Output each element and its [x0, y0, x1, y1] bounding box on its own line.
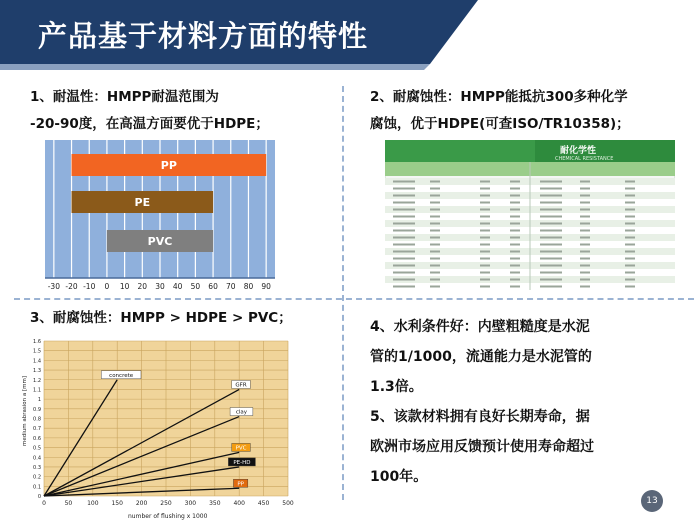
chem-table-cell [540, 195, 562, 197]
chem-table-cell [393, 258, 415, 260]
chem-table-cell [625, 181, 635, 183]
temperature-line-2: -20-90度，在高温方面要优于HDPE； [30, 116, 269, 132]
vertical-divider [342, 86, 344, 500]
chem-table-cell [393, 188, 415, 190]
chem-table-cell [430, 209, 440, 211]
temp-tick-label: 20 [137, 282, 148, 291]
abrasion-y-tick: 1.6 [33, 339, 41, 345]
chem-table-title: 耐化学性 [560, 146, 597, 156]
chem-table-cell [625, 272, 635, 274]
chem-table-cell [480, 251, 490, 253]
chem-table-cell [625, 279, 635, 281]
lifespan-line-1: 5、该款材料拥有良好长期寿命，据 [370, 409, 590, 425]
chem-table-cell [393, 265, 415, 267]
chem-table-cell [480, 230, 490, 232]
chem-table-cell [580, 195, 590, 197]
abrasion-series-label: PE-HD [233, 459, 251, 466]
chem-table-cell [540, 223, 562, 225]
chem-table-cell [430, 286, 440, 288]
chem-table-cell [510, 223, 520, 225]
chem-table-cell [510, 251, 520, 253]
chem-table-cell [393, 216, 415, 218]
chem-table-cell [430, 195, 440, 197]
abrasion-series-label: concrete [109, 372, 134, 379]
temperature-line-1: 1、耐温性：HMPP耐温范围为 [30, 89, 219, 105]
chem-table-cell [393, 195, 415, 197]
chem-table-cell [430, 188, 440, 190]
chem-table-cell [430, 237, 440, 239]
temp-tick-label: 30 [155, 282, 165, 291]
chem-table-cell [540, 244, 562, 246]
chem-table-cell [480, 202, 490, 204]
lifespan-line-3: 100年。 [370, 469, 428, 485]
chem-table-cell [510, 237, 520, 239]
chem-table-cell [430, 251, 440, 253]
abrasion-resistance-text [30, 305, 335, 332]
abrasion-y-tick: 0.4 [33, 455, 41, 462]
abrasion-x-tick: 500 [282, 500, 294, 507]
chem-table-cell [625, 202, 635, 204]
chem-table-cell [540, 237, 562, 239]
temp-tick-label: 70 [225, 282, 236, 291]
chem-table-cell [540, 181, 562, 183]
chem-table-cell [625, 265, 635, 267]
abrasion-x-label: number of flushing x 1000 [128, 513, 208, 520]
chem-table-cell [625, 230, 635, 232]
chem-table-cell [625, 209, 635, 211]
chem-table-cell [625, 223, 635, 225]
chem-table-cell [540, 216, 562, 218]
abrasion-series-label: clay [235, 409, 248, 416]
chem-table-cell [580, 265, 590, 267]
chem-table-cell [480, 265, 490, 267]
abrasion-x-tick: 200 [135, 500, 148, 507]
chem-table-cell [625, 237, 635, 239]
chem-table-cell [540, 251, 562, 253]
chem-table-cell [510, 216, 520, 218]
temp-tick-label: 80 [243, 282, 254, 291]
chem-table-cell [510, 181, 520, 183]
chem-table-cell [480, 188, 490, 190]
chem-table-cell [480, 272, 490, 274]
chem-table-cell [540, 286, 562, 288]
chem-table-cell [510, 195, 520, 197]
chem-table-cell [625, 195, 635, 197]
abrasion-y-tick: 1 [37, 397, 41, 404]
abrasion-y-tick: 0.7 [33, 426, 41, 433]
chem-table-cell [510, 209, 520, 211]
chem-table-cell [480, 223, 490, 225]
temp-tick-label: 10 [119, 282, 130, 291]
chem-table-cell [393, 251, 415, 253]
chem-table-cell [480, 279, 490, 281]
abrasion-y-label: medium abrasion a [mm] [22, 376, 28, 446]
chem-table-cell [480, 181, 490, 183]
chem-table-cell [510, 279, 520, 281]
chem-table-cell [510, 244, 520, 246]
chem-table-header-left [385, 140, 535, 162]
temp-tick-label: -20 [65, 282, 78, 291]
chem-table-cell [580, 181, 590, 183]
abrasion-series-label: GFR [235, 382, 247, 389]
chem-table-cell [430, 272, 440, 274]
chem-table-cell [480, 258, 490, 260]
abrasion-line-1: 3、耐腐蚀性：HMPP > HDPE > PVC； [30, 310, 292, 326]
abrasion-x-tick: 350 [209, 500, 221, 507]
chem-table-cell [430, 258, 440, 260]
abrasion-y-tick: 0 [37, 494, 41, 500]
chem-table-cell [480, 244, 490, 246]
chem-table-cell [430, 279, 440, 281]
chem-table-cell [625, 286, 635, 288]
temp-tick-label: 60 [208, 282, 218, 291]
chem-table-cell [540, 279, 562, 281]
temperature-range-chart [45, 140, 275, 292]
chem-table-cell [430, 216, 440, 218]
chem-table-cell [580, 202, 590, 204]
chem-table-cell [580, 258, 590, 260]
chem-table-cell [393, 244, 415, 246]
chem-table-cell [393, 286, 415, 288]
abrasion-x-tick: 450 [257, 500, 270, 507]
chemical-resistance-table [385, 140, 675, 290]
chem-table-cell [510, 258, 520, 260]
hydraulic-and-lifespan-text [370, 312, 675, 492]
horizontal-divider [14, 298, 694, 300]
page-title: 产品基于材料方面的特性 [38, 19, 369, 53]
chem-table-cell [625, 244, 635, 246]
abrasion-x-tick: 150 [111, 500, 123, 507]
chem-table-cell [480, 286, 490, 288]
chem-table-cell [540, 272, 562, 274]
abrasion-y-tick: 1.2 [33, 377, 41, 384]
abrasion-y-tick: 0.9 [33, 406, 41, 413]
temp-bar-label: PP [160, 159, 177, 172]
hydraulic-line-1: 4、水利条件好：内壁粗糙度是水泥 [370, 319, 590, 335]
chem-table-subtitle: CHEMICAL RESISTANCE [555, 156, 614, 162]
chem-table-cell [393, 230, 415, 232]
chem-table-cell [430, 202, 440, 204]
temp-chart-ticks [45, 278, 275, 291]
chemical-resistance-text [370, 84, 690, 138]
chem-table-cell [480, 237, 490, 239]
hydraulic-line-2: 管的1/1000，流通能力是水泥管的 [370, 349, 592, 365]
temp-tick-label: -10 [83, 282, 96, 291]
chem-table-cell [540, 188, 562, 190]
abrasion-y-tick: 1.3 [33, 368, 41, 375]
temp-tick-label: 0 [104, 282, 110, 291]
temp-tick-label: 50 [190, 282, 201, 291]
abrasion-y-tick: 0.1 [33, 484, 41, 491]
temp-tick-label: 40 [172, 282, 183, 291]
abrasion-x-tick: 300 [184, 500, 197, 507]
chem-table-cell [580, 230, 590, 232]
chemical-line-1: 2、耐腐蚀性：HMPP能抵抗300多种化学 [370, 89, 628, 105]
chem-table-cell [580, 216, 590, 218]
chem-table-cell [510, 265, 520, 267]
chem-table-cell [393, 202, 415, 204]
temp-bar-label: PVC [147, 235, 173, 248]
chem-table-cell [580, 251, 590, 253]
chem-table-cell [393, 181, 415, 183]
abrasion-chart [18, 336, 310, 520]
chem-table-cell [393, 237, 415, 239]
hydraulic-line-3: 1.3倍。 [370, 379, 423, 395]
chem-table-cell [430, 223, 440, 225]
chem-table-cell [393, 209, 415, 211]
abrasion-y-tick: 0.3 [33, 464, 41, 471]
abrasion-x-tick: 0 [42, 500, 46, 507]
temp-tick-label: -30 [47, 282, 60, 291]
chem-table-cell [393, 272, 415, 274]
chem-table-cell [580, 272, 590, 274]
temp-bar-label: PE [134, 196, 151, 209]
abrasion-y-tick: 1.5 [33, 348, 41, 355]
temperature-resistance-text [30, 84, 335, 138]
abrasion-x-tick: 250 [160, 500, 172, 507]
abrasion-x-tick: 50 [64, 500, 73, 507]
temp-tick-label: 90 [261, 282, 271, 291]
chem-table-cell [540, 230, 562, 232]
abrasion-y-tick: 0.5 [33, 445, 41, 452]
chem-table-cell [480, 195, 490, 197]
abrasion-y-tick: 1.4 [33, 358, 41, 365]
abrasion-y-tick: 0.8 [33, 416, 41, 423]
abrasion-y-tick: 0.6 [33, 435, 41, 442]
chem-table-cell [393, 279, 415, 281]
chem-table-cell [580, 237, 590, 239]
chem-table-cell [540, 265, 562, 267]
chem-table-cell [430, 181, 440, 183]
chem-table-cell [625, 251, 635, 253]
chem-table-cell [480, 216, 490, 218]
chem-table-cell [580, 244, 590, 246]
chem-table-cell [393, 223, 415, 225]
chem-table-cell [580, 279, 590, 281]
abrasion-y-tick: 0.2 [33, 474, 41, 481]
chem-table-cell [540, 202, 562, 204]
chem-table-cell [625, 216, 635, 218]
chem-table-cell [430, 244, 440, 246]
chem-table-cell [580, 286, 590, 288]
chem-table-cell [540, 209, 562, 211]
lifespan-line-2: 欧洲市场应用反馈预计使用寿命超过 [370, 439, 594, 455]
chemical-line-2: 腐蚀，优于HDPE(可查ISO/TR10358)； [370, 116, 630, 132]
chem-table-cell [510, 286, 520, 288]
chem-table-cell [625, 188, 635, 190]
title-banner [0, 0, 700, 78]
chem-table-cell [510, 188, 520, 190]
chem-table-cell [430, 230, 440, 232]
chem-table-cell [580, 209, 590, 211]
chem-table-cell [480, 209, 490, 211]
chem-table-cell [510, 230, 520, 232]
chem-table-cell [625, 258, 635, 260]
abrasion-x-tick: 100 [87, 500, 99, 507]
abrasion-x-tick: 400 [233, 500, 245, 507]
chem-table-cell [430, 265, 440, 267]
chem-table-cell [510, 272, 520, 274]
chem-table-cell [580, 188, 590, 190]
chem-table-cell [540, 258, 562, 260]
abrasion-series-label: PVC [235, 445, 247, 452]
page-number-badge: 13 [641, 490, 663, 512]
chem-table-cell [580, 223, 590, 225]
chem-table-rows [385, 162, 675, 290]
abrasion-series-label: PP [237, 481, 244, 488]
abrasion-y-tick: 1.1 [33, 387, 41, 394]
chem-table-cell [510, 202, 520, 204]
